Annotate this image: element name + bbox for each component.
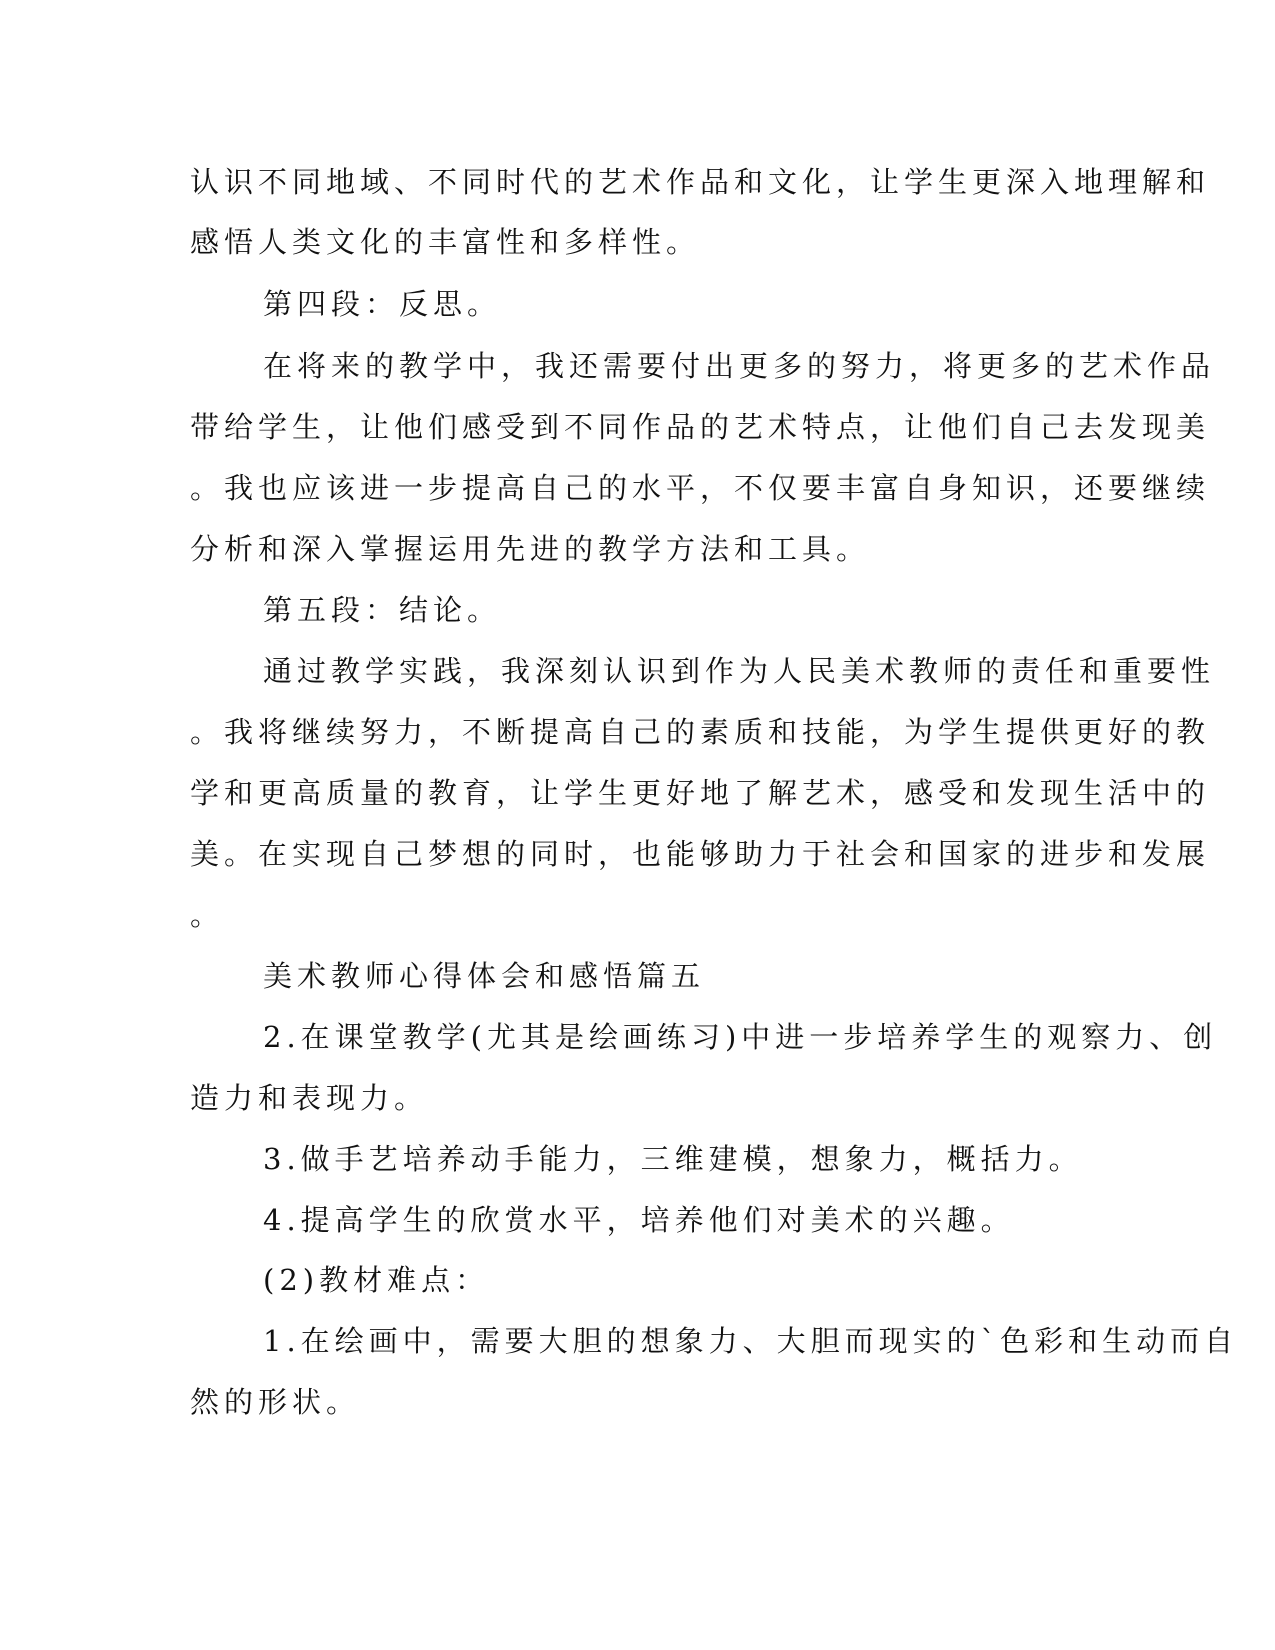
text-line: 。我也应该进一步提高自己的水平，不仅要丰富自身知识，还要继续 bbox=[190, 471, 1211, 505]
text-line: 3.做手艺培养动手能力，三维建模，想象力，概括力。 bbox=[263, 1142, 1083, 1176]
text-line: 在将来的教学中，我还需要付出更多的努力，将更多的艺术作品 bbox=[263, 349, 1216, 383]
text-line: 认识不同地域、不同时代的艺术作品和文化，让学生更深入地理解和 bbox=[190, 165, 1211, 199]
text-line: 2.在课堂教学(尤其是绘画练习)中进一步培养学生的观察力、创 bbox=[263, 1020, 1218, 1054]
text-line: 通过教学实践，我深刻认识到作为人民美术教师的责任和重要性 bbox=[263, 654, 1216, 688]
section-heading: (2)教材难点： bbox=[263, 1263, 490, 1297]
text-line: 然的形状。 bbox=[190, 1385, 361, 1419]
text-line: 分析和深入掌握运用先进的教学方法和工具。 bbox=[190, 532, 871, 566]
section-heading: 第四段：反思。 bbox=[263, 287, 502, 321]
text-line: 感悟人类文化的丰富性和多样性。 bbox=[190, 225, 701, 259]
text-line: 。我将继续努力，不断提高自己的素质和技能，为学生提供更好的教 bbox=[190, 715, 1211, 749]
text-line: 造力和表现力。 bbox=[190, 1081, 429, 1115]
text-line: 1.在绘画中，需要大胆的想象力、大胆而现实的`色彩和生动而自 bbox=[263, 1324, 1239, 1358]
text-line: 4.提高学生的欣赏水平，培养他们对美术的兴趣。 bbox=[263, 1203, 1015, 1237]
text-line: 学和更高质量的教育，让学生更好地了解艺术，感受和发现生活中的 bbox=[190, 776, 1211, 810]
section-title: 美术教师心得体会和感悟篇五 bbox=[263, 959, 706, 993]
text-line: 带给学生，让他们感受到不同作品的艺术特点，让他们自己去发现美 bbox=[190, 410, 1211, 444]
text-line: 。 bbox=[190, 898, 225, 932]
text-line: 美。在实现自己梦想的同时，也能够助力于社会和国家的进步和发展 bbox=[190, 837, 1211, 871]
section-heading: 第五段：结论。 bbox=[263, 593, 502, 627]
